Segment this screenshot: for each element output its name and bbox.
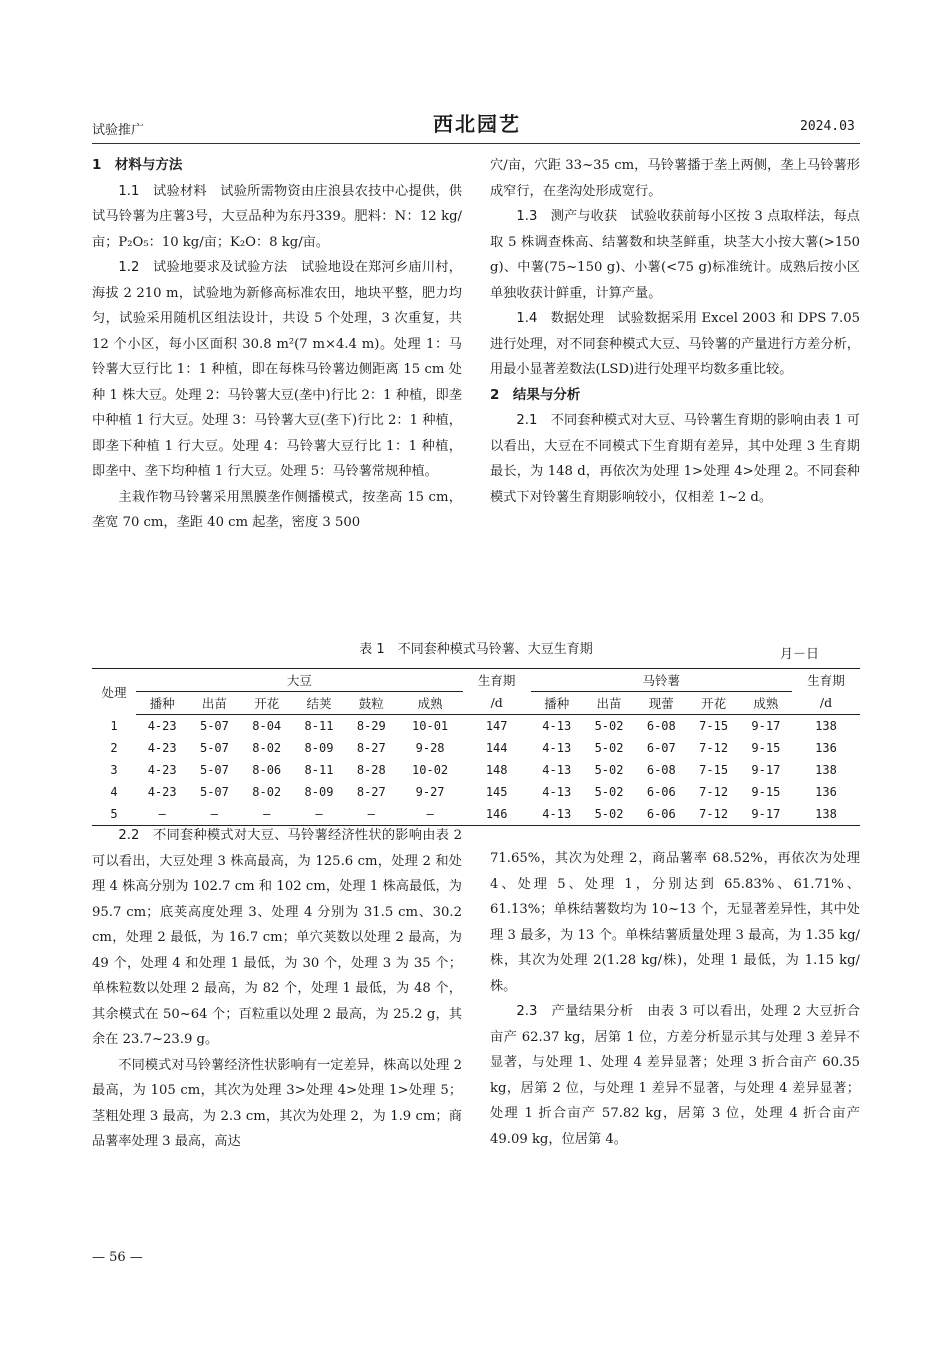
table-cell: 8-02 bbox=[252, 785, 282, 799]
table-cell: — bbox=[136, 803, 188, 826]
table-cell: 144 bbox=[485, 741, 508, 755]
paragraph-text: 不同模式对马铃薯经济性状影响有一定差异，株高以处理 2 最高，为 105 cm，其次为处理 3>处理 4>处理 1>处理 5；茎粗处理 3 最高，为 2.3 cm，其次为处理 2，为 1.9 cm；商品薯率处理 3 最高，高达 bbox=[92, 1057, 462, 1149]
table-cell: 8-06 bbox=[252, 763, 282, 777]
soy-col-header: 播种 bbox=[136, 692, 188, 715]
paragraph-text: 试验数据采用 Excel 2003 和 DPS 7.05 进行处理，对不同套种模式大豆、马铃薯的产量进行方差分析，用最小显著差数法(LSD)进行处理平均数多重比较。 bbox=[490, 311, 860, 377]
table-cell: 138 bbox=[815, 719, 837, 733]
column-top-left bbox=[92, 153, 462, 536]
paragraph-text: 由表 1 可以看出，大豆在不同模式下生育期有差异，其中处理 3 生育期最长，为 148 d，再依次为处理 1>处理 4>处理 2。不同套种模式下对铃薯生育期影响较小，仅相差 1~2 d。 bbox=[490, 413, 860, 505]
paragraph bbox=[92, 823, 462, 1053]
table-cell: 5-02 bbox=[594, 785, 624, 799]
soy-col-header: 结荚 bbox=[293, 692, 345, 715]
table-cell: 2 bbox=[110, 741, 118, 755]
table-cell: 8-11 bbox=[304, 719, 334, 733]
paragraph-text: 由表 2 可以看出，大豆处理 3 株高最高，为 125.6 cm，处理 2 和处理 4 株高分别为 102.7 cm 和 102 cm，处理 1 株高最低，为 95.7 cm；底荚高度处理 3、处理 4 分别为 31.5 cm、30.2 cm，处理 2 最低，为 16.7 cm；单穴荚数以处理 2 最高，为 49 个，处理 4 和处理 1 最低，为 30 个，处理 3 为 35 个；单株粒数以处理 2 最高，为 82 个，处理 1 最低，为 48 个，其余模式在 50~64 个；百粒重以处理 2 最高，为 25.2 g，其余在 23.7~23.9 g。 bbox=[92, 828, 462, 1047]
header-soy-period: 生育期 bbox=[463, 669, 531, 692]
table-cell: 7-12 bbox=[699, 785, 729, 799]
table-cell: 5-02 bbox=[594, 719, 624, 733]
table-cell: 8-29 bbox=[356, 719, 386, 733]
table-cell: 136 bbox=[815, 741, 837, 755]
header-soybean: 大豆 bbox=[136, 669, 463, 692]
table-cell: 5-07 bbox=[199, 719, 229, 733]
issue-label: 2024.03 bbox=[800, 119, 855, 134]
potato-col-header: 成熟 bbox=[740, 692, 792, 715]
paragraph bbox=[92, 485, 462, 536]
paragraph-text: 71.65%，其次为处理 2，商品薯率 68.52%，再依次为处理 4、处理 5、处理 1，分别达到 65.83%、61.71%、61.13%；单株结薯数均为 10~13 个，无显著差异性，其中处理 3 最多，为 13 个。单株结薯质量处理 3 最高，为 1.35 kg/株，其次为处理 2(1.28 kg/株)，处理 1 最低，为 1.15 kg/株。 bbox=[490, 851, 860, 994]
column-bottom-left bbox=[92, 823, 462, 1155]
table-cell: 5-02 bbox=[594, 763, 624, 777]
subsection-label: 1.1 试验材料 bbox=[118, 183, 207, 199]
table-cell: 6-07 bbox=[646, 741, 676, 755]
page-number: — 56 — bbox=[92, 1250, 143, 1265]
table-cell: 138 bbox=[792, 803, 860, 826]
soy-period-unit: /d bbox=[463, 692, 531, 715]
paragraph-text: 试验地设在郑河乡庙川村，海拔 2 210 m，试验地为新修高标准农田，地块平整，肥力均匀，试验采用随机区组法设计，共设 5 个处理，3 次重复，共 12 个小区，每小区面积 30.8 m²(7 m×4.4 m)。处理 1：马铃薯大豆行比 1：1 种植，即在每株马铃薯边侧距离 15 cm 处种 1 株大豆。处理 2：马铃薯大豆(垄中)行比 2：1 种植，即垄中种植 1 行大豆。处理 3：马铃薯大豆(垄下)行比 2：1 种植，即垄下种植 1 行大豆。处理 4：马铃薯大豆行比 1：1 种植，即垄中、垄下均种植 1 行大豆。处理 5：马铃薯常规种植。 bbox=[92, 260, 462, 479]
paragraph bbox=[490, 999, 860, 1152]
table-cell: 5-02 bbox=[583, 803, 635, 826]
table-cell: 8-09 bbox=[304, 741, 334, 755]
table-cell: — bbox=[188, 803, 240, 826]
table-cell: 7-12 bbox=[699, 741, 729, 755]
table-cell: 4-13 bbox=[542, 741, 572, 755]
table-cell: 6-06 bbox=[646, 785, 676, 799]
table-cell: 146 bbox=[463, 803, 531, 826]
paragraph bbox=[92, 255, 462, 485]
table-cell: 8-04 bbox=[252, 719, 282, 733]
table-cell: 4-13 bbox=[531, 803, 583, 826]
table-cell: 4 bbox=[110, 785, 118, 799]
soy-col-header: 鼓粒 bbox=[345, 692, 397, 715]
table-cell: 4-23 bbox=[147, 719, 177, 733]
table-cell: 4-23 bbox=[147, 741, 177, 755]
table-cell: 138 bbox=[815, 763, 837, 777]
table-cell: 4-23 bbox=[147, 763, 177, 777]
header-rule bbox=[92, 143, 860, 144]
table-cell: 5-07 bbox=[199, 763, 229, 777]
table-cell: 5 bbox=[92, 803, 136, 826]
table-cell: 9-17 bbox=[740, 803, 792, 826]
subsection-label: 2.1 不同套种模式对大豆、马铃薯生育期的影响 bbox=[516, 413, 804, 428]
table-cell: 4-13 bbox=[542, 785, 572, 799]
subsection-label: 2.3 产量结果分析 bbox=[516, 1004, 634, 1019]
paragraph-text: 穴/亩，穴距 33~35 cm，马铃薯播于垄上两侧，垄上马铃薯形成窄行，在垄沟处形成宽行。 bbox=[490, 158, 860, 199]
paragraph bbox=[490, 153, 860, 204]
table-cell: 4-13 bbox=[542, 719, 572, 733]
table-cell: 10-02 bbox=[412, 763, 449, 777]
table-cell: 5-07 bbox=[199, 741, 229, 755]
paragraph bbox=[490, 306, 860, 383]
subsection-label: 1.3 测产与收获 bbox=[516, 209, 618, 224]
table-row bbox=[92, 759, 860, 781]
paragraph bbox=[490, 204, 860, 306]
table-cell: 5-02 bbox=[594, 741, 624, 755]
potato-col-header: 开花 bbox=[687, 692, 739, 715]
table-cell: — bbox=[397, 803, 462, 826]
paragraph bbox=[490, 846, 860, 999]
table-cell: 8-11 bbox=[304, 763, 334, 777]
column-bottom-right bbox=[490, 846, 860, 1152]
table-caption: 表 1 不同套种模式马铃薯、大豆生育期 bbox=[359, 642, 593, 657]
table-cell: 148 bbox=[485, 763, 508, 777]
table-cell: 7-15 bbox=[699, 763, 729, 777]
section-label: 试验推广 bbox=[92, 123, 145, 138]
table-cell: — bbox=[345, 803, 397, 826]
table-cell: 9-15 bbox=[751, 741, 781, 755]
soy-col-header: 出苗 bbox=[188, 692, 240, 715]
potato-period-unit: /d bbox=[792, 692, 860, 715]
table-cell: 1 bbox=[110, 718, 118, 733]
header-potato: 马铃薯 bbox=[531, 669, 792, 692]
table-cell: 8-02 bbox=[252, 741, 282, 755]
table-row bbox=[92, 715, 860, 738]
header-treatment: 处理 bbox=[92, 669, 136, 715]
growth-period-table bbox=[92, 668, 860, 826]
table-cell: 7-12 bbox=[687, 803, 739, 826]
table-cell: 136 bbox=[815, 785, 837, 799]
table-cell: 6-08 bbox=[646, 719, 676, 733]
paragraph bbox=[92, 179, 462, 256]
table-cell: — bbox=[241, 803, 293, 826]
potato-col-header: 播种 bbox=[531, 692, 583, 715]
table-cell: 7-15 bbox=[699, 719, 729, 733]
journal-logo: 西北园艺 bbox=[433, 112, 521, 136]
table-cell: 8-27 bbox=[356, 741, 386, 755]
soy-col-header: 开花 bbox=[241, 692, 293, 715]
paragraph-text: 由表 3 可以看出，处理 2 大豆折合亩产 62.37 kg，居第 1 位，方差分析显示其与处理 3 差异不显著，与处理 1、处理 4 差异显著；处理 3 折合亩产 60.35 kg，居第 2 位，与处理 1 差异不显著，与处理 4 差异显著；处理 1 折合亩产 57.82 kg，居第 3 位，处理 4 折合亩产 49.09 kg，位居第 4。 bbox=[490, 1004, 860, 1147]
table-cell: 147 bbox=[485, 719, 508, 733]
table-cell: 5-07 bbox=[199, 785, 229, 799]
section-heading: 1 材料与方法 bbox=[92, 157, 183, 173]
table-row bbox=[92, 781, 860, 803]
table-cell: 4-23 bbox=[147, 785, 177, 799]
section-heading: 2 结果与分析 bbox=[490, 386, 581, 403]
paragraph-text: 试验所需物资由庄浪县农技中心提供，供试马铃薯为庄薯3号，大豆品种为东丹339。肥料：N：12 kg/亩；P₂O₅：10 kg/亩；K₂O：8 kg/亩。 bbox=[92, 183, 462, 250]
table-cell: 4-13 bbox=[542, 763, 572, 777]
header-potato-period: 生育期 bbox=[792, 669, 860, 692]
table-cell: — bbox=[293, 803, 345, 826]
table-row bbox=[92, 737, 860, 759]
table-unit: 月－日 bbox=[780, 647, 820, 662]
paragraph bbox=[490, 408, 860, 510]
potato-col-header: 出苗 bbox=[583, 692, 635, 715]
column-top-right bbox=[490, 153, 860, 510]
table-cell: 3 bbox=[110, 763, 118, 777]
table-cell: 9-17 bbox=[751, 719, 781, 733]
soy-col-header: 成熟 bbox=[397, 692, 462, 715]
subsection-label: 1.4 数据处理 bbox=[516, 311, 605, 326]
table-cell: 145 bbox=[485, 785, 508, 799]
table-cell: 9-28 bbox=[415, 741, 445, 755]
table-cell: 8-27 bbox=[356, 785, 386, 799]
table-cell: 6-08 bbox=[646, 763, 676, 777]
table-cell: 6-06 bbox=[635, 803, 687, 826]
table-cell: 10-01 bbox=[412, 719, 449, 733]
table-cell: 9-27 bbox=[415, 785, 445, 799]
subsection-label: 2.2 不同套种模式对大豆、马铃薯经济性状的影响 bbox=[118, 828, 423, 843]
paragraph bbox=[92, 1053, 462, 1155]
potato-col-header: 现蕾 bbox=[635, 692, 687, 715]
paragraph-text: 试验收获前每小区按 3 点取样法，每点取 5 株调查株高、结薯数和块茎鲜重，块茎大小按大薯(>150 g)、中薯(75~150 g)、小薯(<75 g)标准统计。成熟后按小区单独收获计鲜重，计算产量。 bbox=[490, 209, 860, 301]
table-cell: 8-09 bbox=[304, 785, 334, 799]
table-cell: 8-28 bbox=[356, 763, 386, 777]
table-cell: 9-15 bbox=[751, 785, 781, 799]
subsection-label: 1.2 试验地要求及试验方法 bbox=[118, 260, 288, 275]
paragraph-text: 主栽作物马铃薯采用黑膜垄作侧播模式，按垄高 15 cm，垄宽 70 cm，垄距 40 cm 起垄，密度 3 500 bbox=[92, 489, 462, 530]
table-cell: 9-17 bbox=[751, 763, 781, 777]
